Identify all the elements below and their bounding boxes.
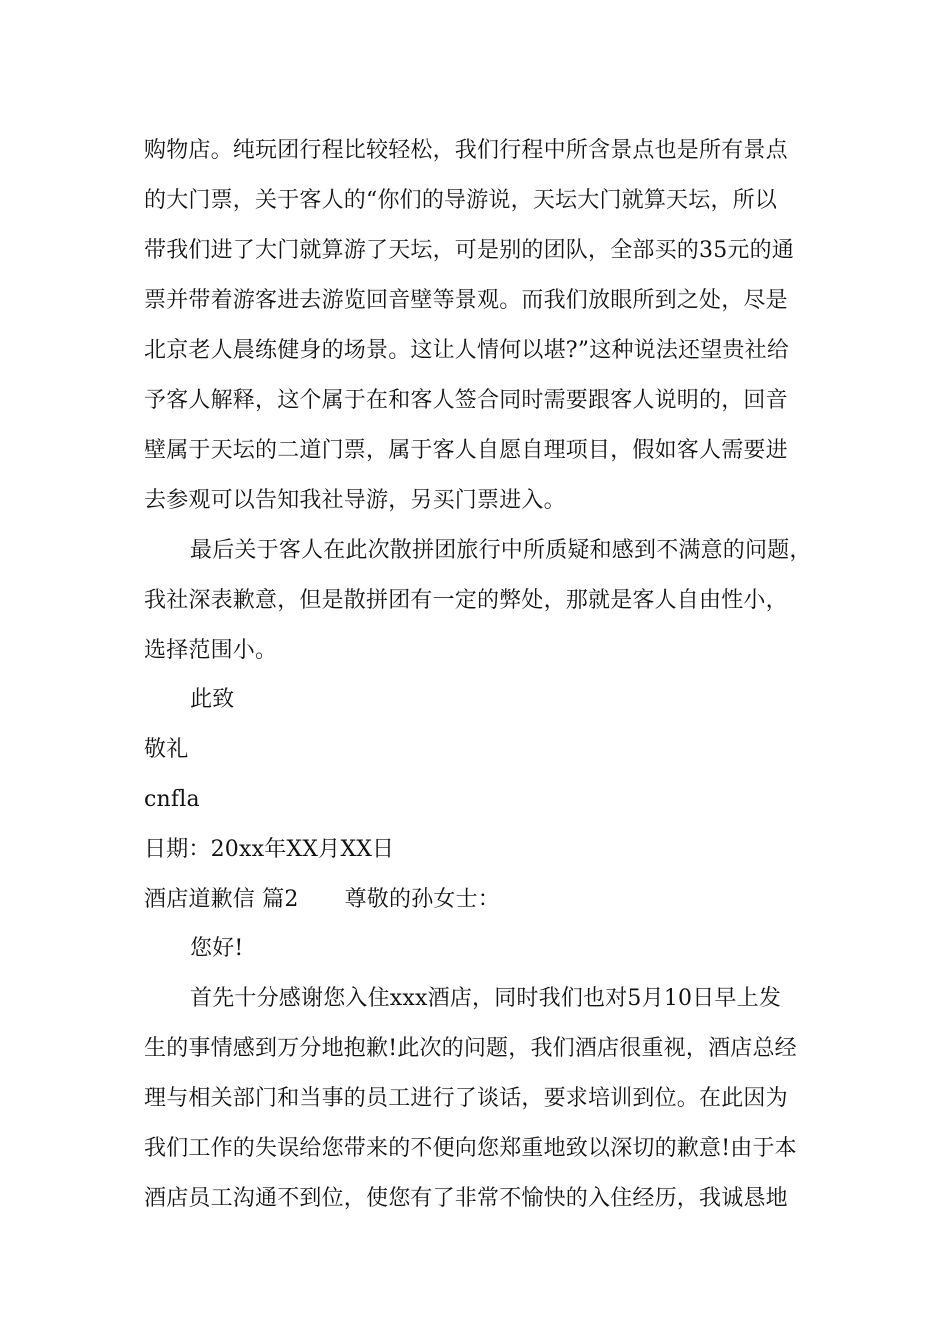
salutation: 尊敬的孙女士：	[344, 887, 500, 912]
paragraph-line: 予客人解释，这个属于在和客人签合同时需要跟客人说明的，回音	[144, 388, 788, 413]
paragraph-line: 我们工作的失误给您带来的不便向您郑重地致以深切的歉意!由于本	[144, 1136, 797, 1161]
paragraph-line: 首先十分感谢您入住xxx酒店，同时我们也对5月10日早上发	[190, 986, 782, 1011]
paragraph-line: 最后关于客人在此次散拼团旅行中所质疑和感到不满意的问题，	[190, 538, 812, 563]
paragraph-line: 理与相关部门和当事的员工进行了谈话，要求培训到位。在此因为	[144, 1086, 788, 1111]
paragraph-line: 北京老人晨练健身的场景。这让人情何以堪?”这种说法还望贵社给	[144, 338, 790, 363]
closing-jingli: 敬礼	[144, 737, 189, 762]
paragraph-line: 酒店员工沟通不到位，使您有了非常不愉快的入住经历，我诚恳地	[144, 1186, 788, 1211]
greeting: 您好!	[190, 936, 244, 961]
paragraph-line: 选择范围小。	[144, 638, 278, 663]
paragraph-line: 我社深表歉意，但是散拼团有一定的弊处，那就是客人自由性小，	[144, 588, 788, 613]
paragraph-line: 的大门票，关于客人的“你们的导游说，天坛大门就算天坛，所以	[144, 188, 778, 213]
closing-cizhi: 此致	[190, 687, 235, 712]
paragraph-line: 去参观可以告知我社导游，另买门票进入。	[144, 488, 566, 513]
section-title: 酒店道歉信 篇2	[144, 887, 299, 912]
paragraph-line: 票并带着游客进去游览回音壁等景观。而我们放眼所到之处，尽是	[144, 288, 788, 313]
signature: cnfla	[144, 787, 200, 812]
date-line: 日期：20xx年XX月XX日	[144, 837, 395, 862]
paragraph-line: 生的事情感到万分地抱歉!此次的问题，我们酒店很重视，酒店总经	[144, 1036, 797, 1061]
paragraph-line: 购物店。纯玩团行程比较轻松，我们行程中所含景点也是所有景点	[144, 138, 788, 163]
paragraph-line: 壁属于天坛的二道门票，属于客人自愿自理项目，假如客人需要进	[144, 438, 788, 463]
paragraph-line: 带我们进了大门就算游了天坛，可是别的团队，全部买的35元的通	[144, 238, 794, 263]
section-heading-row	[144, 885, 500, 915]
